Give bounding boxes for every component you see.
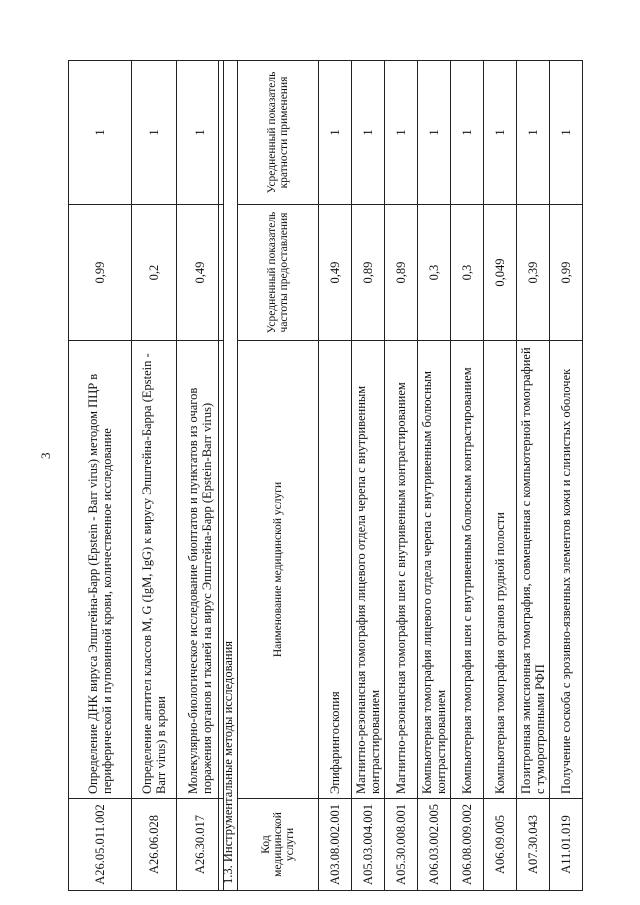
multiplicity-value: 1 xyxy=(69,61,132,205)
section-title-row xyxy=(219,60,238,890)
table-instrumental-methods xyxy=(218,60,583,891)
service-name: Позитронная эмиссионная томография, совмещенная с компьютерной томографией с туморотропными РФП xyxy=(517,341,550,799)
header-name: Наименование медицинской услуги xyxy=(238,341,319,799)
service-code: A07.30.043 xyxy=(517,799,550,891)
service-name: Магнитно-резонансная томография шеи с внутривенным контрастированием xyxy=(385,341,418,799)
table-row xyxy=(385,60,418,890)
multiplicity-value: 1 xyxy=(177,61,224,205)
frequency-value: 0,89 xyxy=(352,205,385,341)
table-row xyxy=(69,61,132,891)
service-name: Получение соскоба с эрозивно-язвенных элементов кожи и слизистых оболочек xyxy=(550,341,583,799)
frequency-value: 0,49 xyxy=(177,205,224,341)
frequency-value: 0,99 xyxy=(550,205,583,341)
service-code: A06.08.009.002 xyxy=(451,799,484,891)
service-code: A06.09.005 xyxy=(484,799,517,891)
service-name: Компьютерная томография шеи с внутривенным болюсным контрастированием xyxy=(451,341,484,799)
table-row xyxy=(132,61,177,891)
service-name: Определение антител классов M, G (IgM, IgG) к вирусу Эпштейна-Барра (Epstein - Barr virus) в крови xyxy=(132,341,177,799)
frequency-value: 0,39 xyxy=(517,205,550,341)
service-code: A06.03.002.005 xyxy=(418,799,451,891)
table-row xyxy=(177,61,224,891)
table-header-row xyxy=(238,60,319,890)
frequency-value: 0,49 xyxy=(319,205,352,341)
table-row xyxy=(550,60,583,890)
service-code: A11.01.019 xyxy=(550,799,583,891)
service-code: A26.06.028 xyxy=(132,799,177,891)
frequency-value: 0,3 xyxy=(418,205,451,341)
multiplicity-value: 1 xyxy=(132,61,177,205)
service-name: Определение ДНК вируса Эпштейна-Барр (Epstein - Barr virus) методом ПЦР в периферической и пуповинной крови, количественное исследование xyxy=(69,341,132,799)
multiplicity-value: 1 xyxy=(385,60,418,204)
service-code: A05.03.004.001 xyxy=(352,799,385,891)
frequency-value: 0,99 xyxy=(69,205,132,341)
multiplicity-value: 1 xyxy=(352,60,385,204)
table-row xyxy=(352,60,385,890)
table-row xyxy=(517,60,550,890)
multiplicity-value: 1 xyxy=(517,60,550,204)
table-infection-tests xyxy=(68,60,224,891)
service-name: Компьютерная томография лицевого отдела черепа с внутривенным болюсным контрастированием xyxy=(418,341,451,799)
service-code: A03.08.002.001 xyxy=(319,799,352,891)
header-multiplicity: Усредненный показатель кратности применения xyxy=(238,60,319,204)
frequency-value: 0,89 xyxy=(385,205,418,341)
service-name: Компьютерная томография органов грудной полости xyxy=(484,341,517,799)
service-name: Молекулярно-биологическое исследование биоптатов и пунктатов из очагов поражения органов и тканей на вирус Эпштейна-Барр (Epstein-Barr virus) xyxy=(177,341,224,799)
section-title: 1.3. Инструментальные методы исследования xyxy=(219,60,238,890)
frequency-value: 0,049 xyxy=(484,205,517,341)
header-code: Код медицинской услуги xyxy=(238,799,319,891)
multiplicity-value: 1 xyxy=(319,60,352,204)
multiplicity-value: 1 xyxy=(418,60,451,204)
frequency-value: 0,3 xyxy=(451,205,484,341)
frequency-value: 0,2 xyxy=(132,205,177,341)
service-code: A26.30.017 xyxy=(177,799,224,891)
table-row xyxy=(484,60,517,890)
service-name: Эпифарингоскопия xyxy=(319,341,352,799)
table-row xyxy=(319,60,352,890)
table-row xyxy=(451,60,484,890)
service-name: Магнитно-резонансная томография лицевого отдела черепа с внутривенным контрастированием xyxy=(352,341,385,799)
service-code: A26.05.011.002 xyxy=(69,799,132,891)
multiplicity-value: 1 xyxy=(550,60,583,204)
multiplicity-value: 1 xyxy=(451,60,484,204)
table-row xyxy=(418,60,451,890)
multiplicity-value: 1 xyxy=(484,60,517,204)
header-frequency: Усредненный показатель частоты предоставления xyxy=(238,205,319,341)
page-number: 3 xyxy=(38,452,53,459)
service-code: A05.30.008.001 xyxy=(385,799,418,891)
